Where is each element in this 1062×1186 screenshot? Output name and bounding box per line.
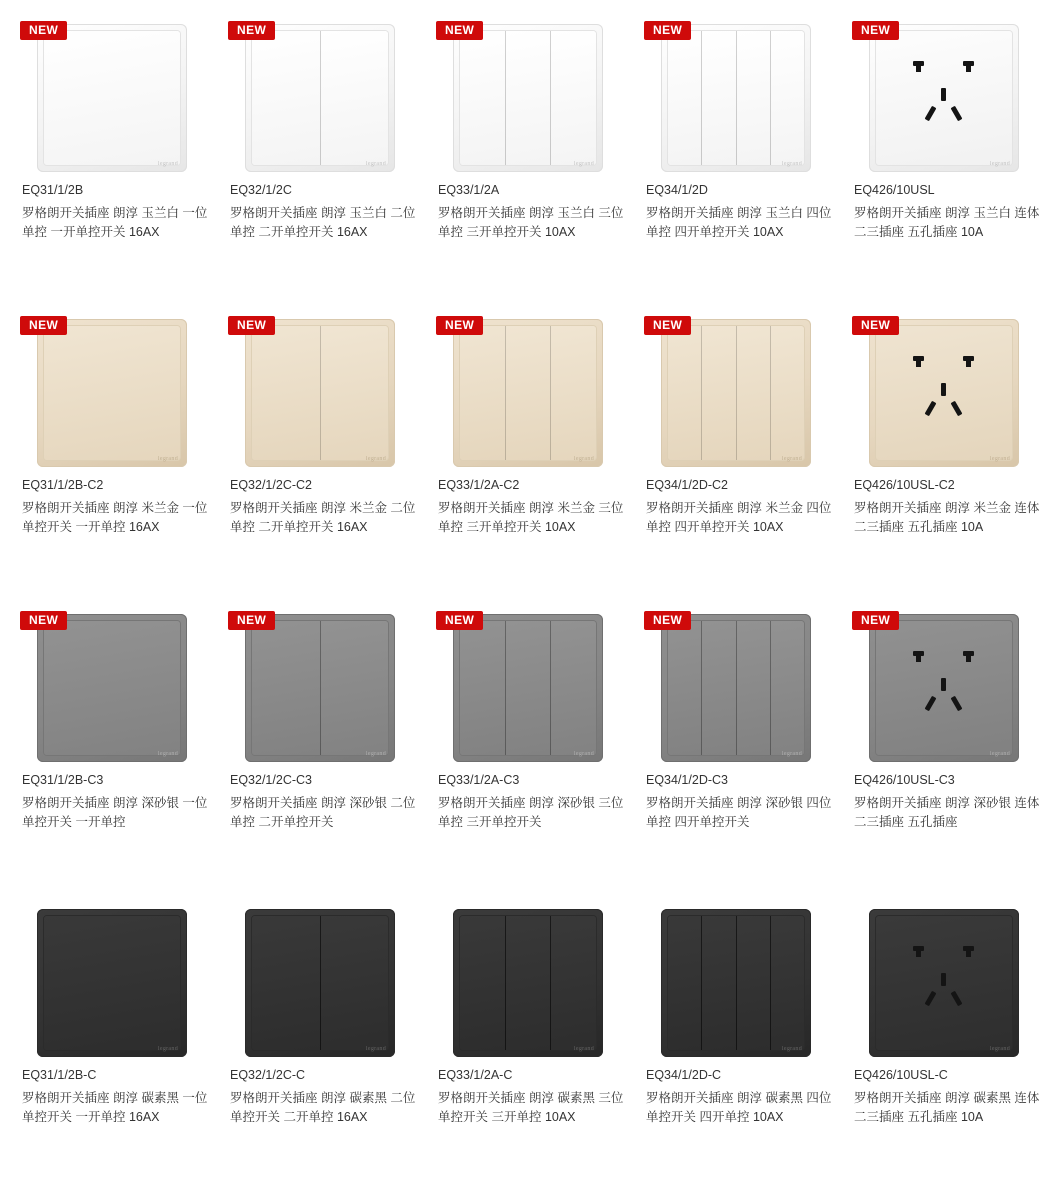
switch-plate	[245, 614, 395, 762]
product-card[interactable]	[852, 6, 1052, 301]
socket-hole-two-r	[963, 356, 974, 361]
product-image[interactable]	[230, 612, 410, 764]
rocker-switch	[44, 31, 180, 165]
socket-hole-two-r	[963, 651, 974, 656]
socket-face	[876, 326, 1012, 460]
product-code[interactable]: EQ31/1/2B-C	[22, 1068, 97, 1082]
new-badge: NEW	[644, 21, 691, 40]
product-image[interactable]	[22, 22, 202, 174]
rocker-switch	[736, 621, 770, 755]
new-badge: NEW	[436, 21, 483, 40]
product-code[interactable]: EQ31/1/2B	[22, 183, 84, 197]
product-description[interactable]: 罗格朗开关插座 朗淳 深砂银 一位单控开关 一开单控	[22, 795, 208, 830]
new-badge: NEW	[436, 316, 483, 335]
product-card[interactable]	[852, 301, 1052, 596]
legrand-logo: legrand	[989, 751, 1010, 757]
new-badge: NEW	[20, 316, 67, 335]
rocker-switch	[252, 31, 320, 165]
product-code[interactable]: EQ32/1/2C-C	[230, 1068, 306, 1082]
new-badge: NEW	[436, 611, 483, 630]
rocker-group	[44, 621, 180, 755]
rocker-switch	[770, 621, 804, 755]
socket-hole-slant-l	[925, 696, 937, 711]
rocker-switch	[668, 621, 701, 755]
product-code[interactable]: EQ33/1/2A	[438, 183, 500, 197]
rocker-switch	[505, 621, 551, 755]
product-code[interactable]: EQ31/1/2B-C3	[22, 773, 104, 787]
rocker-switch	[668, 326, 701, 460]
product-code[interactable]: EQ32/1/2C	[230, 183, 292, 197]
socket-hole-ground	[941, 678, 946, 691]
product-image[interactable]	[854, 612, 1034, 764]
socket-face	[876, 621, 1012, 755]
product-image[interactable]	[854, 907, 1034, 1059]
socket-plate	[869, 909, 1019, 1057]
new-badge: NEW	[20, 21, 67, 40]
rocker-switch	[701, 31, 735, 165]
product-code[interactable]: EQ34/1/2D-C2	[646, 478, 728, 492]
product-description[interactable]: 罗格朗开关插座 朗淳 玉兰白 连体二三插座 五孔插座 10A	[854, 205, 1040, 240]
product-card[interactable]	[20, 301, 220, 596]
rocker-switch	[668, 916, 701, 1050]
socket-hole-slant-r	[951, 401, 963, 416]
switch-plate	[37, 909, 187, 1057]
rocker-switch	[770, 31, 804, 165]
rocker-switch	[550, 31, 596, 165]
product-image[interactable]	[230, 22, 410, 174]
rocker-switch	[320, 621, 389, 755]
legrand-logo: legrand	[781, 161, 802, 167]
product-image[interactable]	[438, 22, 618, 174]
product-description[interactable]: 罗格朗开关插座 朗淳 玉兰白 四位单控 四开单控开关 10AX	[646, 205, 832, 240]
rocker-switch	[44, 621, 180, 755]
switch-plate	[661, 614, 811, 762]
socket-face	[876, 916, 1012, 1050]
rocker-switch	[550, 326, 596, 460]
rocker-group	[252, 621, 388, 755]
legrand-logo: legrand	[781, 456, 802, 462]
legrand-logo: legrand	[157, 751, 178, 757]
new-badge: NEW	[644, 316, 691, 335]
socket-hole-ground	[941, 973, 946, 986]
product-card[interactable]	[644, 6, 844, 301]
rocker-switch	[505, 326, 551, 460]
product-code[interactable]: EQ34/1/2D	[646, 183, 708, 197]
legrand-logo: legrand	[781, 1046, 802, 1052]
legrand-logo: legrand	[573, 751, 594, 757]
legrand-logo: legrand	[989, 161, 1010, 167]
rocker-group	[460, 326, 596, 460]
product-code[interactable]: EQ426/10USL	[854, 183, 935, 197]
rocker-switch	[505, 31, 551, 165]
switch-plate	[37, 614, 187, 762]
product-card[interactable]	[852, 891, 1052, 1186]
product-description[interactable]: 罗格朗开关插座 朗淳 深砂银 二位单控 二开单控开关	[230, 795, 416, 830]
product-description[interactable]: 罗格朗开关插座 朗淳 米兰金 连体二三插座 五孔插座 10A	[854, 500, 1040, 535]
product-code[interactable]: EQ426/10USL-C3	[854, 773, 955, 787]
rocker-switch	[668, 31, 701, 165]
socket-hole-two-l	[913, 946, 924, 951]
switch-plate	[661, 909, 811, 1057]
product-code[interactable]: EQ426/10USL-C	[854, 1068, 948, 1082]
rocker-switch	[460, 621, 505, 755]
legrand-logo: legrand	[365, 456, 386, 462]
legrand-logo: legrand	[365, 751, 386, 757]
socket-hole-slant-r	[951, 106, 963, 121]
rocker-switch	[505, 916, 551, 1050]
product-description[interactable]: 罗格朗开关插座 朗淳 深砂银 连体二三插座 五孔插座	[854, 795, 1040, 830]
product-card[interactable]	[852, 596, 1052, 891]
product-description[interactable]: 罗格朗开关插座 朗淳 米兰金 二位单控 二开单控开关 16AX	[230, 500, 416, 535]
rocker-switch	[460, 326, 505, 460]
product-image[interactable]	[230, 907, 410, 1059]
product-code[interactable]: EQ33/1/2A-C	[438, 1068, 513, 1082]
socket-hole-slant-l	[925, 991, 937, 1006]
socket-plate	[869, 614, 1019, 762]
product-image[interactable]	[22, 612, 202, 764]
rocker-switch	[770, 326, 804, 460]
rocker-switch	[460, 916, 505, 1050]
legrand-logo: legrand	[157, 161, 178, 167]
product-image[interactable]	[22, 907, 202, 1059]
socket-hole-two-l	[913, 356, 924, 361]
product-image[interactable]	[230, 317, 410, 469]
product-description[interactable]: 罗格朗开关插座 朗淳 玉兰白 二位单控 二开单控开关 16AX	[230, 205, 416, 240]
rocker-switch	[550, 916, 596, 1050]
product-card[interactable]	[228, 891, 428, 1186]
socket-plate	[869, 319, 1019, 467]
product-image[interactable]	[438, 612, 618, 764]
rocker-switch	[736, 31, 770, 165]
product-card[interactable]	[644, 301, 844, 596]
rocker-group	[668, 916, 804, 1050]
socket-hole-ground	[941, 88, 946, 101]
product-card[interactable]	[436, 891, 636, 1186]
rocker-group	[44, 916, 180, 1050]
rocker-switch	[320, 31, 389, 165]
product-image[interactable]	[854, 22, 1034, 174]
rocker-switch	[320, 326, 389, 460]
product-code[interactable]: EQ31/1/2B-C2	[22, 478, 104, 492]
product-card[interactable]	[644, 596, 844, 891]
rocker-group	[668, 326, 804, 460]
product-image[interactable]	[438, 317, 618, 469]
rocker-group	[460, 31, 596, 165]
new-badge: NEW	[228, 316, 275, 335]
rocker-switch	[701, 326, 735, 460]
rocker-group	[460, 621, 596, 755]
rocker-group	[252, 31, 388, 165]
new-badge: NEW	[644, 611, 691, 630]
switch-plate	[661, 319, 811, 467]
product-card[interactable]	[228, 301, 428, 596]
product-card[interactable]	[644, 891, 844, 1186]
socket-hole-ground	[941, 383, 946, 396]
product-code[interactable]: EQ33/1/2A-C2	[438, 478, 520, 492]
rocker-switch	[44, 916, 180, 1050]
legrand-logo: legrand	[365, 161, 386, 167]
product-code[interactable]: EQ32/1/2C-C3	[230, 773, 312, 787]
rocker-switch	[701, 621, 735, 755]
new-badge: NEW	[228, 21, 275, 40]
rocker-switch	[44, 326, 180, 460]
product-code[interactable]: EQ34/1/2D-C	[646, 1068, 722, 1082]
product-description[interactable]: 罗格朗开关插座 朗淳 玉兰白 三位单控 三开单控开关 10AX	[438, 205, 624, 240]
socket-hole-two-l	[913, 651, 924, 656]
new-badge: NEW	[228, 611, 275, 630]
socket-hole-slant-l	[925, 401, 937, 416]
rocker-switch	[770, 916, 804, 1050]
switch-plate	[245, 909, 395, 1057]
switch-plate	[453, 24, 603, 172]
product-description[interactable]: 罗格朗开关插座 朗淳 米兰金 四位单控 四开单控开关 10AX	[646, 500, 832, 535]
socket-hole-two-r	[963, 61, 974, 66]
product-card[interactable]	[436, 301, 636, 596]
product-card[interactable]	[436, 596, 636, 891]
rocker-switch	[320, 916, 389, 1050]
switch-plate	[245, 24, 395, 172]
legrand-logo: legrand	[989, 456, 1010, 462]
switch-plate	[661, 24, 811, 172]
rocker-group	[252, 326, 388, 460]
socket-hole-slant-l	[925, 106, 937, 121]
legrand-logo: legrand	[781, 751, 802, 757]
product-description[interactable]: 罗格朗开关插座 朗淳 碳素黑 三位单控开关 三开单控 10AX	[438, 1090, 624, 1125]
legrand-logo: legrand	[157, 456, 178, 462]
rocker-switch	[550, 621, 596, 755]
rocker-group	[44, 326, 180, 460]
product-image[interactable]	[22, 317, 202, 469]
legrand-logo: legrand	[989, 1046, 1010, 1052]
product-code[interactable]: EQ33/1/2A-C3	[438, 773, 520, 787]
product-card[interactable]	[228, 596, 428, 891]
product-description[interactable]: 罗格朗开关插座 朗淳 玉兰白 一位单控 一开单控开关 16AX	[22, 205, 208, 240]
switch-plate	[37, 24, 187, 172]
product-code[interactable]: EQ426/10USL-C2	[854, 478, 955, 492]
switch-plate	[245, 319, 395, 467]
product-description[interactable]: 罗格朗开关插座 朗淳 碳素黑 四位单控开关 四开单控 10AX	[646, 1090, 832, 1125]
product-card[interactable]	[228, 6, 428, 301]
legrand-logo: legrand	[157, 1046, 178, 1052]
rocker-switch	[736, 916, 770, 1050]
product-card[interactable]	[20, 596, 220, 891]
new-badge: NEW	[852, 611, 899, 630]
new-badge: NEW	[852, 21, 899, 40]
rocker-switch	[252, 621, 320, 755]
product-card[interactable]	[20, 891, 220, 1186]
product-description[interactable]: 罗格朗开关插座 朗淳 碳素黑 二位单控开关 二开单控 16AX	[230, 1090, 416, 1125]
product-description[interactable]: 罗格朗开关插座 朗淳 碳素黑 连体二三插座 五孔插座 10A	[854, 1090, 1040, 1125]
product-code[interactable]: EQ32/1/2C-C2	[230, 478, 312, 492]
legrand-logo: legrand	[365, 1046, 386, 1052]
product-code[interactable]: EQ34/1/2D-C3	[646, 773, 728, 787]
product-image[interactable]	[854, 317, 1034, 469]
rocker-switch	[252, 326, 320, 460]
rocker-switch	[460, 31, 505, 165]
legrand-logo: legrand	[573, 456, 594, 462]
socket-hole-slant-r	[951, 991, 963, 1006]
switch-plate	[453, 319, 603, 467]
product-description[interactable]: 罗格朗开关插座 朗淳 米兰金 一位单控开关 一开单控 16AX	[22, 500, 208, 535]
rocker-group	[252, 916, 388, 1050]
switch-plate	[37, 319, 187, 467]
rocker-switch	[736, 326, 770, 460]
socket-plate	[869, 24, 1019, 172]
socket-face	[876, 31, 1012, 165]
switch-plate	[453, 614, 603, 762]
rocker-group	[460, 916, 596, 1050]
product-image[interactable]	[646, 907, 826, 1059]
product-description[interactable]: 罗格朗开关插座 朗淳 深砂银 四位单控 四开单控开关	[646, 795, 832, 830]
product-description[interactable]: 罗格朗开关插座 朗淳 碳素黑 一位单控开关 一开单控 16AX	[22, 1090, 208, 1125]
rocker-switch	[701, 916, 735, 1050]
rocker-group	[668, 31, 804, 165]
rocker-group	[44, 31, 180, 165]
product-card[interactable]	[20, 6, 220, 301]
product-image[interactable]	[646, 22, 826, 174]
socket-hole-two-l	[913, 61, 924, 66]
switch-plate	[453, 909, 603, 1057]
new-badge: NEW	[852, 316, 899, 335]
legrand-logo: legrand	[573, 1046, 594, 1052]
rocker-group	[668, 621, 804, 755]
legrand-logo: legrand	[573, 161, 594, 167]
rocker-switch	[252, 916, 320, 1050]
socket-hole-two-r	[963, 946, 974, 951]
product-card[interactable]	[436, 6, 636, 301]
product-image[interactable]	[438, 907, 618, 1059]
product-description[interactable]: 罗格朗开关插座 朗淳 米兰金 三位单控 三开单控开关 10AX	[438, 500, 624, 535]
product-description[interactable]: 罗格朗开关插座 朗淳 深砂银 三位单控 三开单控开关	[438, 795, 624, 830]
new-badge: NEW	[20, 611, 67, 630]
product-image[interactable]	[646, 612, 826, 764]
socket-hole-slant-r	[951, 696, 963, 711]
product-image[interactable]	[646, 317, 826, 469]
